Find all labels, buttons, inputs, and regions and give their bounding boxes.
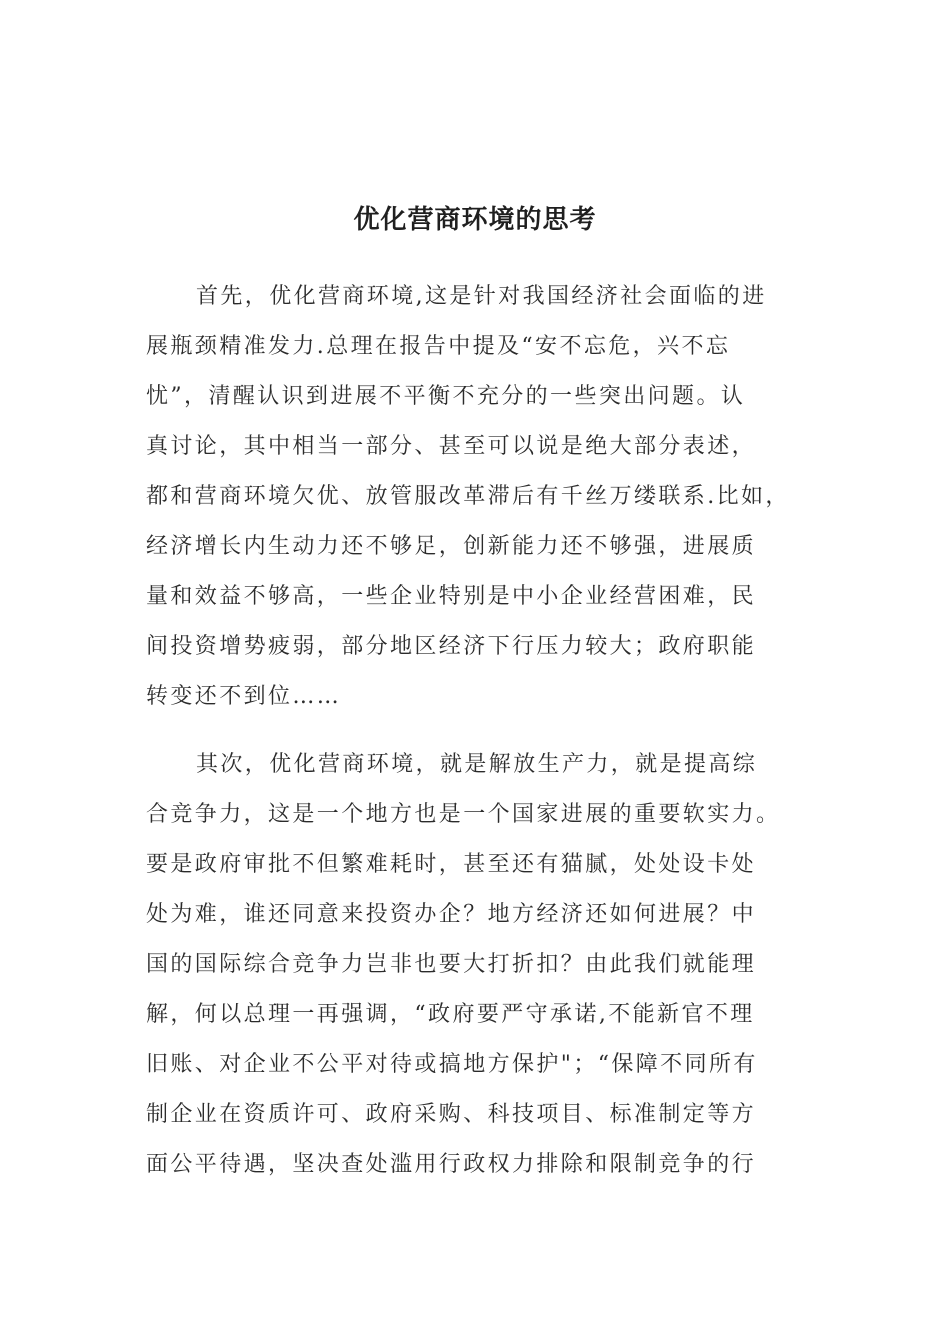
paragraph-line: 国的国际综合竞争力岂非也要大打折扣？由此我们就能理	[146, 952, 757, 977]
paragraph-line: 其次，优化营商环境，就是解放生产力，就是提高综	[196, 752, 758, 777]
paragraph-line: 旧账、对企业不公平对待或搞地方保护"；“保障不同所有	[146, 1052, 758, 1077]
paragraph-line: 经济增长内生动力还不够足，创新能力还不够强，进展质	[146, 534, 757, 559]
paragraph-line: 首先，优化营商环境,这是针对我国经济社会面临的进	[196, 284, 767, 309]
paragraph-line: 面公平待遇，坚决查处滥用行政权力排除和限制竞争的行	[146, 1152, 757, 1177]
paragraph-line: 间投资增势疲弱，部分地区经济下行压力较大；政府职能	[146, 634, 757, 659]
paragraph-line: 要是政府审批不但繁难耗时，甚至还有猫腻，处处设卡处	[146, 852, 757, 877]
paragraph-line: 处为难，谁还同意来投资办企？地方经济还如何进展？中	[146, 902, 757, 927]
paragraph-line: 真讨论，其中相当一部分、甚至可以说是绝大部分表述，	[146, 434, 757, 459]
document-title: 优化营商环境的思考	[353, 205, 597, 235]
paragraph-line: 展瓶颈精准发力.总理在报告中提及“安不忘危，兴不忘	[146, 334, 731, 359]
paragraph-line: 制企业在资质许可、政府采购、科技项目、标准制定等方	[146, 1102, 757, 1127]
paragraph-2	[146, 740, 826, 1190]
paragraph-line: 都和营商环境欠优、放管服改革滞后有千丝万缕联系.比如，	[146, 484, 790, 509]
paragraph-line: 忧”，清醒认识到进展不平衡不充分的一些突出问题。认	[146, 384, 746, 409]
paragraph-line: 合竞争力，这是一个地方也是一个国家进展的重要软实力。	[146, 802, 781, 827]
paragraph-line: 量和效益不够高，一些企业特别是中小企业经营困难，民	[146, 584, 757, 609]
paragraph-line: 解，何以总理一再强调，“政府要严守承诺,不能新官不理	[146, 1002, 755, 1027]
paragraph-line: 转变还不到位……	[146, 684, 342, 709]
paragraph-1	[146, 272, 826, 722]
